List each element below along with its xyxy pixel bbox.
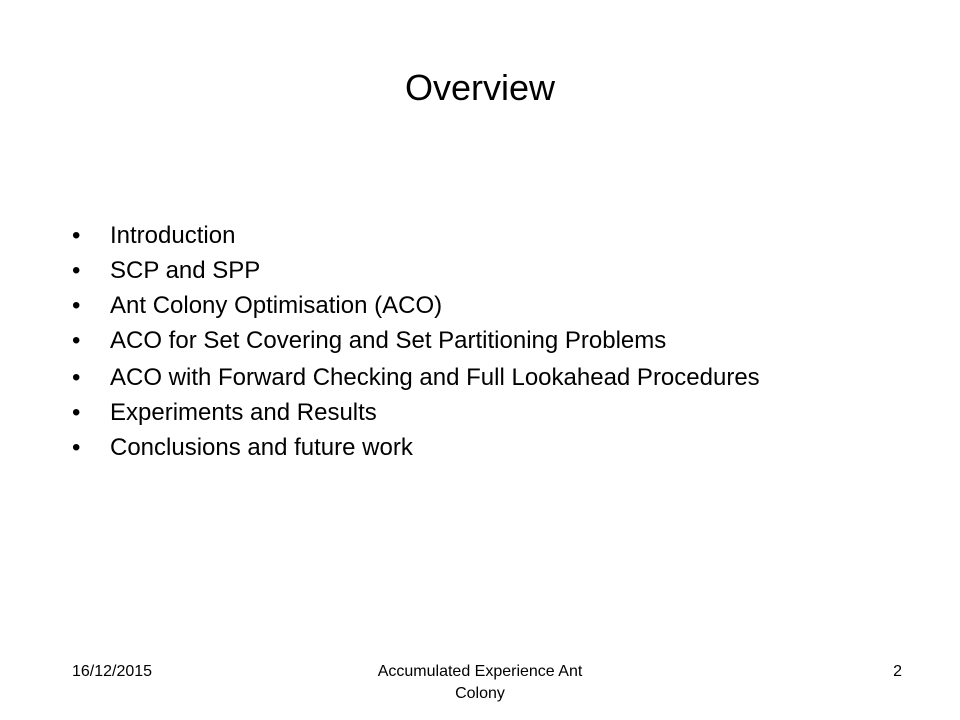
- bullet-dot-icon: •: [72, 434, 81, 461]
- bullet-dot-icon: •: [72, 364, 81, 391]
- footer-title: [330, 661, 630, 705]
- bullet-dot-icon: •: [72, 399, 81, 426]
- bullet-dot-icon: •: [72, 222, 81, 249]
- footer-title-line-2: Colony: [455, 685, 505, 702]
- bullet-text: Experiments and Results: [110, 399, 377, 426]
- bullet-text: Ant Colony Optimisation (ACO): [110, 292, 443, 319]
- footer-page-number: 2: [893, 663, 902, 680]
- bullet-item-aco-set-covering: [72, 323, 912, 358]
- bullet-item-conclusions: [72, 430, 912, 465]
- bullet-dot-icon: •: [72, 257, 81, 284]
- bullet-list: [72, 218, 912, 465]
- bullet-text: ACO with Forward Checking and Full Lookahead Procedures: [110, 364, 760, 391]
- footer-title-line-1: Accumulated Experience Ant: [377, 663, 583, 680]
- bullet-item-aco-forward-checking: [72, 360, 912, 395]
- footer-date: 16/12/2015: [72, 663, 153, 680]
- bullet-item-experiments: [72, 395, 912, 430]
- slide-title: Overview: [404, 67, 556, 108]
- bullet-item-introduction: [72, 218, 912, 253]
- bullet-item-scp-spp: [72, 253, 912, 288]
- bullet-item-aco: [72, 288, 912, 323]
- bullet-dot-icon: •: [72, 292, 81, 319]
- bullet-text: Conclusions and future work: [110, 434, 413, 461]
- bullet-text: ACO for Set Covering and Set Partitioning Problems: [110, 327, 667, 354]
- bullet-text: Introduction: [110, 222, 236, 249]
- bullet-dot-icon: •: [72, 327, 81, 354]
- bullet-text: SCP and SPP: [110, 257, 261, 284]
